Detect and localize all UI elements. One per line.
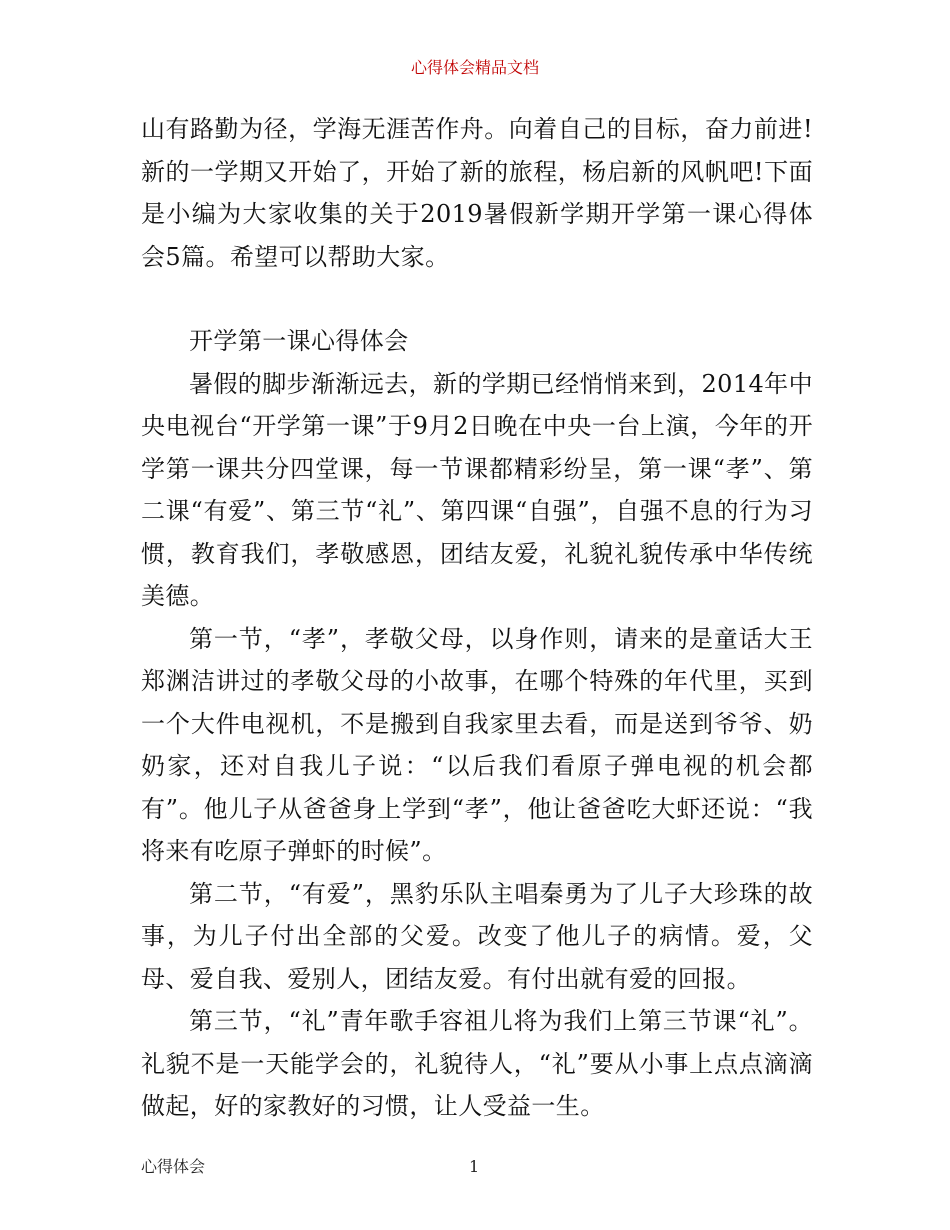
page-header-title: 心得体会精品文档	[410, 58, 539, 77]
body-paragraph-3: 第二节，“有爱”，黑豹乐队主唱秦勇为了儿子大珍珠的故事，为儿子付出全部的父爱。改变了他儿子的病情。爱，父母、爱自我、爱别人，团结友爱。有付出就有爱的回报。	[141, 879, 813, 993]
body-paragraph-1: 暑假的脚步渐渐远去，新的学期已经悄悄来到，2014年中央电视台“开学第一课”于9月2日晚在中央一台上演，今年的开学第一课共分四堂课，每一节课都精彩纷呈，第一课“孝”、第二课“有爱”、第三节“礼”、第四课“自强”，自强不息的行为习惯，教育我们，孝敬感恩，团结友爱，礼貌礼貌传承中华传统美德。	[141, 369, 813, 610]
footer-label: 心得体会	[141, 1157, 206, 1176]
page-number: 1	[469, 1157, 480, 1176]
body-paragraph-2: 第一节，“孝”，孝敬父母，以身作则，请来的是童话大王郑渊洁讲过的孝敬父母的小故事，在哪个特殊的年代里，买到一个大件电视机，不是搬到自我家里去看，而是送到爷爷、奶奶家，还对自我儿子说：“以后我们看原子弹电视的机会都有”。他儿子从爸爸身上学到“孝”，他让爸爸吃大虾还说：“我将来有吃原子弹虾的时候”。	[141, 624, 813, 865]
document-body	[141, 108, 813, 1128]
body-paragraph-4: 第三节，“礼”青年歌手容祖儿将为我们上第三节课“礼”。礼貌不是一天能学会的，礼貌待人，“礼”要从小事上点点滴滴做起，好的家教好的习惯，让人受益一生。	[141, 1007, 813, 1120]
section-title: 开学第一课心得体会	[189, 327, 409, 355]
page-footer	[141, 1155, 813, 1179]
intro-paragraph: 山有路勤为径，学海无涯苦作舟。向着自己的目标，奋力前进!新的一学期又开始了，开始了新的旅程，杨启新的风帆吧!下面是小编为大家收集的关于2019暑假新学期开学第一课心得体会5篇。希望可以帮助大家。	[141, 115, 813, 271]
